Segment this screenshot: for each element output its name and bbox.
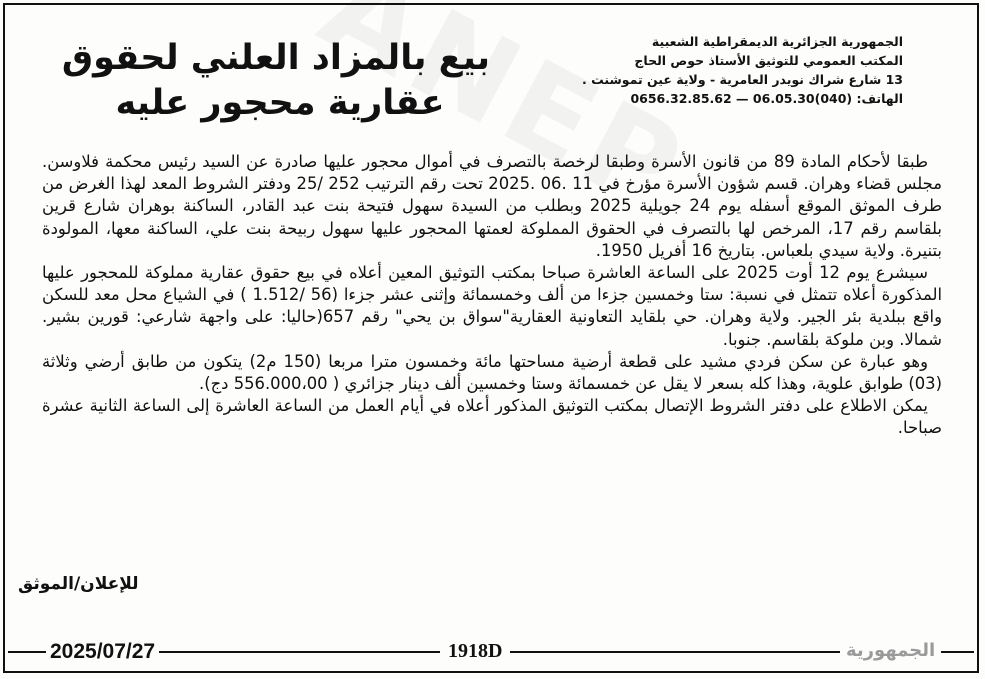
republic-line: الجمهورية الجزائرية الديمقراطية الشعبية: [651, 34, 903, 49]
office-address-line: 13 شارع شراك نويدر العامرية - ولاية عين تموشنت .: [582, 72, 903, 87]
paragraph-property-description: وهو عبارة عن سكن فردي مشيد على قطعة أرضية مساحتها مائة وخمسون مترا مربعا (150 م2) يتكون من طابق أرضي وثلاثة (03) طوابق علوية، وهذا كله بسعر لا يقل عن خمسمائة وستا وخمسين ألف دينار جزائري ( 556.000،00 دج).: [42, 351, 942, 394]
announcement-body: [42, 151, 942, 440]
headline-line-2: عقارية محجور عليه: [115, 83, 445, 123]
announcement-headline: [61, 36, 490, 126]
office-name-line: المكتب العمومي للتوثيق الأستاذ حوص الحاج: [634, 53, 903, 68]
signature-line: للإعلان/الموثق: [18, 574, 139, 594]
newspaper-logo: الجمهورية: [840, 640, 941, 661]
notary-office-header: [573, 32, 903, 108]
paragraph-auction-date: سيشرع يوم 12 أوت 2025 على الساعة العاشرة صباحا بمكتب التوثيق المعين أعلاه في بيع حقوق عقارية مملوكة للمحجور عليها المذكورة أعلاه تتمثل في نسبة: ستا وخمسين جزءا من ألف وخمسمائة وإثنى عشر جزءا (56 /1.512 ) في الشياع محل معد للسكن واقع ببلدية بئر الجير. ولاية وهران. حي بلقايد التعاونية العقارية"سواق بن يحي" رقم 657(حاليا: على واجهة شارعي: قورين بشير. شمالا. وبن ملوكة بلقاسم. جنوبا.: [42, 263, 942, 349]
announcement-code: 1918D: [440, 640, 510, 663]
office-phone-line: الهاتف: (040)06.05.30 — 0656.32.85.62: [630, 91, 903, 106]
paragraph-consultation: يمكن الاطلاع على دفتر الشروط الإتصال بمكتب التوثيق المذكور أعلاه في أيام العمل من الساعة العاشرة إلى الساعة الثانية عشرة صباحا.: [42, 396, 942, 438]
headline-line-1: بيع بالمزاد العلني لحقوق: [61, 38, 490, 78]
publication-date: 2025/07/27: [46, 640, 159, 664]
paragraph-legal-basis: طبقا لأحكام المادة 89 من قانون الأسرة وطبقا لرخصة بالتصرف في أموال محجور عليها صادرة عن السيد رئيس محكمة فلاوسن. مجلس قضاء وهران. قسم شؤون الأسرة مؤرخ في 11 .06 .2025 تحت رقم الترتيب 252 /25 ودفتر الشروط المعد لهذا الغرض من طرف الموثق الموقع أسفله يوم 24 جويلية 2025 وبطلب من السيدة سهول فتيحة بنت عبد القادر، الساكنة بوهران شارع قرين بلقاسم رقم 17، المرخص لها بالتصرف في الحقوق المملوكة لعمتها المحجور عليها سهول ربيحة بنت علي، الساكنة معها، المولودة بتنيرة. ولاية سيدي بلعباس. بتاريخ 16 أفريل 1950.: [42, 152, 943, 260]
